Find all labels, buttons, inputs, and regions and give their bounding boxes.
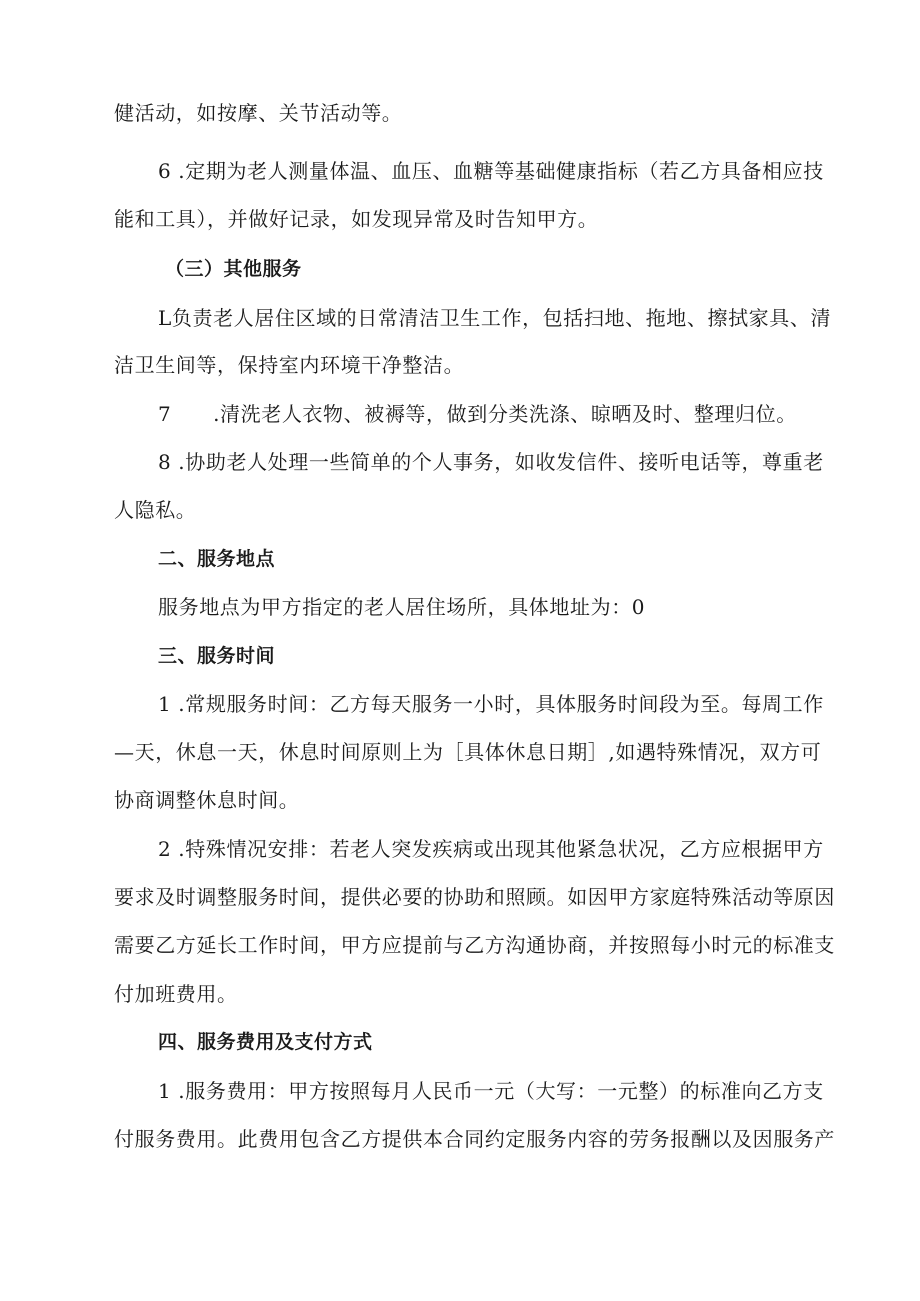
- body-text-line: 洁卫生间等，保持室内环境干净整洁。: [114, 353, 465, 377]
- list-item-6: 6 .定期为老人测量体温、血压、血糖等基础健康指标（若乙方具备相应技: [158, 159, 824, 183]
- list-item-7: 7 .清洗老人衣物、被褥等，做到分类洗涤、晾晒及时、整理归位。: [158, 402, 797, 426]
- list-item-1: 1 .服务费用：甲方按照每月人民币一元（大写：一元整）的标准向乙方支: [158, 1079, 824, 1103]
- body-text-line: 付加班费用。: [114, 982, 238, 1006]
- body-text-line: 要求及时调整服务时间，提供必要的协助和照顾。如因甲方家庭特殊活动等原因: [114, 885, 835, 909]
- section-heading-fees: 四、服务费用及支付方式: [158, 1031, 373, 1053]
- list-item-1: 1 .常规服务时间：乙方每天服务一小时，具体服务时间段为至。每周工作: [158, 692, 824, 716]
- body-text-line: 协商调整休息时间。: [114, 788, 300, 812]
- body-text-line: 付服务费用。此费用包含乙方提供本合同约定服务内容的劳务报酬以及因服务产: [114, 1127, 835, 1151]
- body-text-line: —天，休息一天，休息时间原则上为［具体休息日期］,如遇特殊情况，双方可: [114, 740, 822, 764]
- body-text-line: 服务地点为甲方指定的老人居住场所，具体地址为：0: [158, 595, 646, 619]
- section-heading-location: 二、服务地点: [158, 548, 276, 570]
- body-text-line: 能和工具），并做好记录，如发现异常及时告知甲方。: [114, 207, 599, 231]
- body-text-line: 健活动，如按摩、关节活动等。: [114, 101, 403, 125]
- section-heading-time: 三、服务时间: [158, 645, 276, 667]
- section-subheading: （三）其他服务: [165, 258, 302, 280]
- body-text-line: 需要乙方延长工作时间，甲方应提前与乙方沟通协商，并按照每小时元的标准支: [114, 933, 835, 957]
- body-text-line: 人隐私。: [114, 498, 197, 522]
- list-item-2: 2 .特殊情况安排：若老人突发疾病或出现其他紧急状况，乙方应根据甲方: [158, 837, 824, 861]
- list-item-1: L负责老人居住区域的日常清洁卫生工作，包括扫地、拖地、擦拭家具、清: [158, 306, 832, 330]
- list-item-8: 8 .协助老人处理一些简单的个人事务，如收发信件、接听电话等，尊重老: [158, 450, 824, 474]
